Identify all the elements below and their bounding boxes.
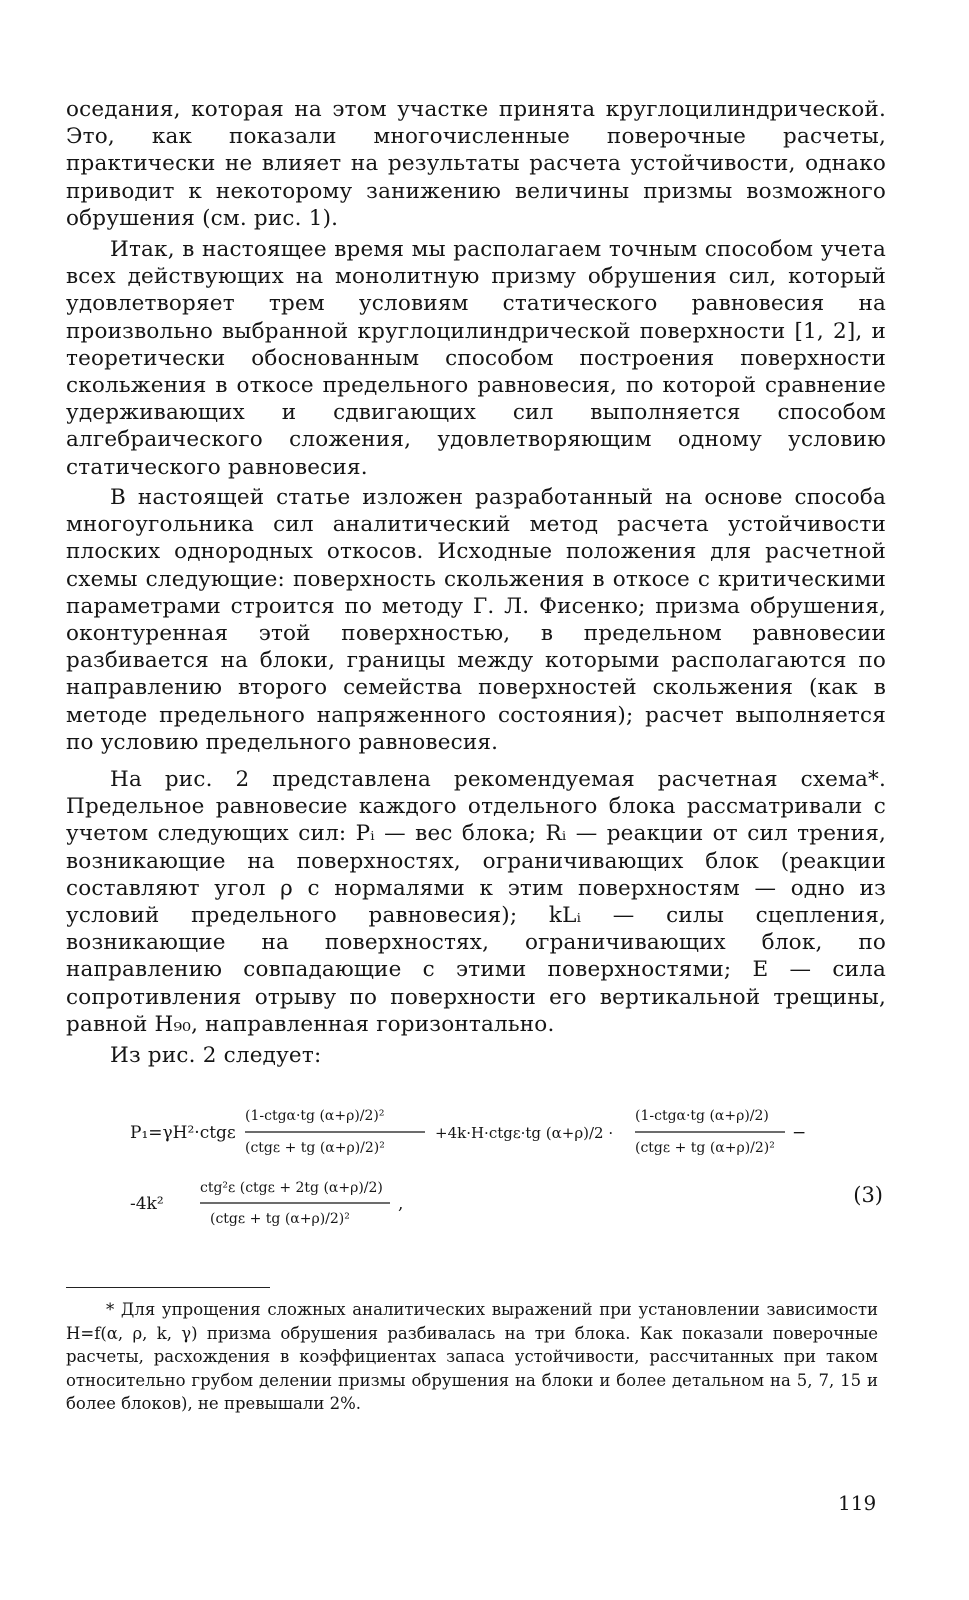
formula-term3-coef: -4k² — [130, 1194, 164, 1214]
footnote-divider — [66, 1287, 270, 1288]
formula-frac3-num: ctg²ε (ctgε + 2tg (α+ρ)/2) — [200, 1180, 383, 1196]
paragraph-2-block — [66, 236, 886, 481]
formula-frac2-den: (ctgε + tg (α+ρ)/2)² — [635, 1140, 775, 1156]
paragraph-5-block — [66, 1042, 886, 1069]
formula-lhs: P₁=γH²·ctgε — [130, 1123, 236, 1143]
paragraph-1-block — [66, 96, 886, 232]
footnote: * Для упрощения сложных аналитических выражений при установлении зависимости H=f(α, ρ, k, γ) призма обрушения разбивалась на три блока. Как показали поверочные расчеты, расхождения в коэффициентах запаса устойчивости, рассчитанных при таком относительно грубом делении призмы обрушения на блоки и более детальном на 5, 7, 15 и более блоков), не превышали 2%. — [66, 1300, 878, 1413]
paragraph-4-block — [66, 766, 886, 1038]
page-number: 119 — [838, 1491, 877, 1515]
formula-frac3-den: (ctgε + tg (α+ρ)/2)² — [210, 1211, 350, 1227]
formula-minus-sign: − — [792, 1123, 807, 1143]
paragraph-2: Итак, в настоящее время мы располагаем точным способом учета всех действующих на монолитную призму обрушения сил, который удовлетворяет трем условиям статического равновесия на произвольно выбранной круглоцилиндрической поверхности [1, 2], и теоретически обоснованным способом построения поверхности скольжения в откосе предельного равновесия, по которой сравнение удерживающих и сдвигающих сил выполняется способом алгебраического сложения, удовлетворяющим одному условию статического равновесия. — [66, 237, 886, 480]
formula-term2: +4k·H·ctgε·tg (α+ρ)/2 · — [435, 1124, 614, 1142]
formula-frac1-den: (ctgε + tg (α+ρ)/2)² — [245, 1140, 385, 1156]
formula-comma: , — [398, 1194, 404, 1214]
paragraph-4: На рис. 2 представлена рекомендуемая расчетная схема*. Предельное равновесие каждого отдельного блока рассматривали с учетом следующих сил: Pᵢ — вес блока; Rᵢ — реакции от сил трения, возникающие на поверхностях, ограничивающих блок (реакции составляют угол ρ с нормалями к этим поверхностям — одно из условий предельного равновесия); kLᵢ — силы сцепления, возникающие на поверхностях, ограничивающих блок, по направлению совпадающие с этими поверхностями; E — сила сопротивления отрыву по поверхности его вертикальной трещины, равной H₉₀, направленная горизонтально. — [66, 767, 886, 1037]
equation-number: (3) — [853, 1183, 883, 1207]
formula-svg — [130, 1096, 890, 1246]
paragraph-5: Из рис. 2 следует: — [110, 1043, 322, 1068]
formula-frac1-num: (1-ctgα·tg (α+ρ)/2)² — [245, 1108, 385, 1124]
paragraph-3-block — [66, 484, 886, 756]
paragraph-1: оседания, которая на этом участке принята круглоцилиндрической. Это, как показали многочисленные поверочные расчеты, практически не влияет на результаты расчета устойчивости, однако приводит к некоторому занижению величины призмы возможного обрушения (см. рис. 1). — [66, 97, 886, 231]
formula-frac2-num: (1-ctgα·tg (α+ρ)/2) — [635, 1108, 769, 1124]
formula-3 — [130, 1096, 890, 1246]
paragraph-3: В настоящей статье изложен разработанный на основе способа многоугольника сил аналитический метод расчета устойчивости плоских однородных откосов. Исходные положения для расчетной схемы следующие: поверхность скольжения в откосе с критическими параметрами строится по методу Г. Л. Фисенко; призма обрушения, оконтуренная этой поверхностью, в предельном равновесии разбивается на блоки, границы между которыми располагаются по направлению второго семейства поверхностей скольжения (как в методе предельного напряженного состояния); расчет выполняется по условию предельного равновесия. — [66, 485, 886, 755]
